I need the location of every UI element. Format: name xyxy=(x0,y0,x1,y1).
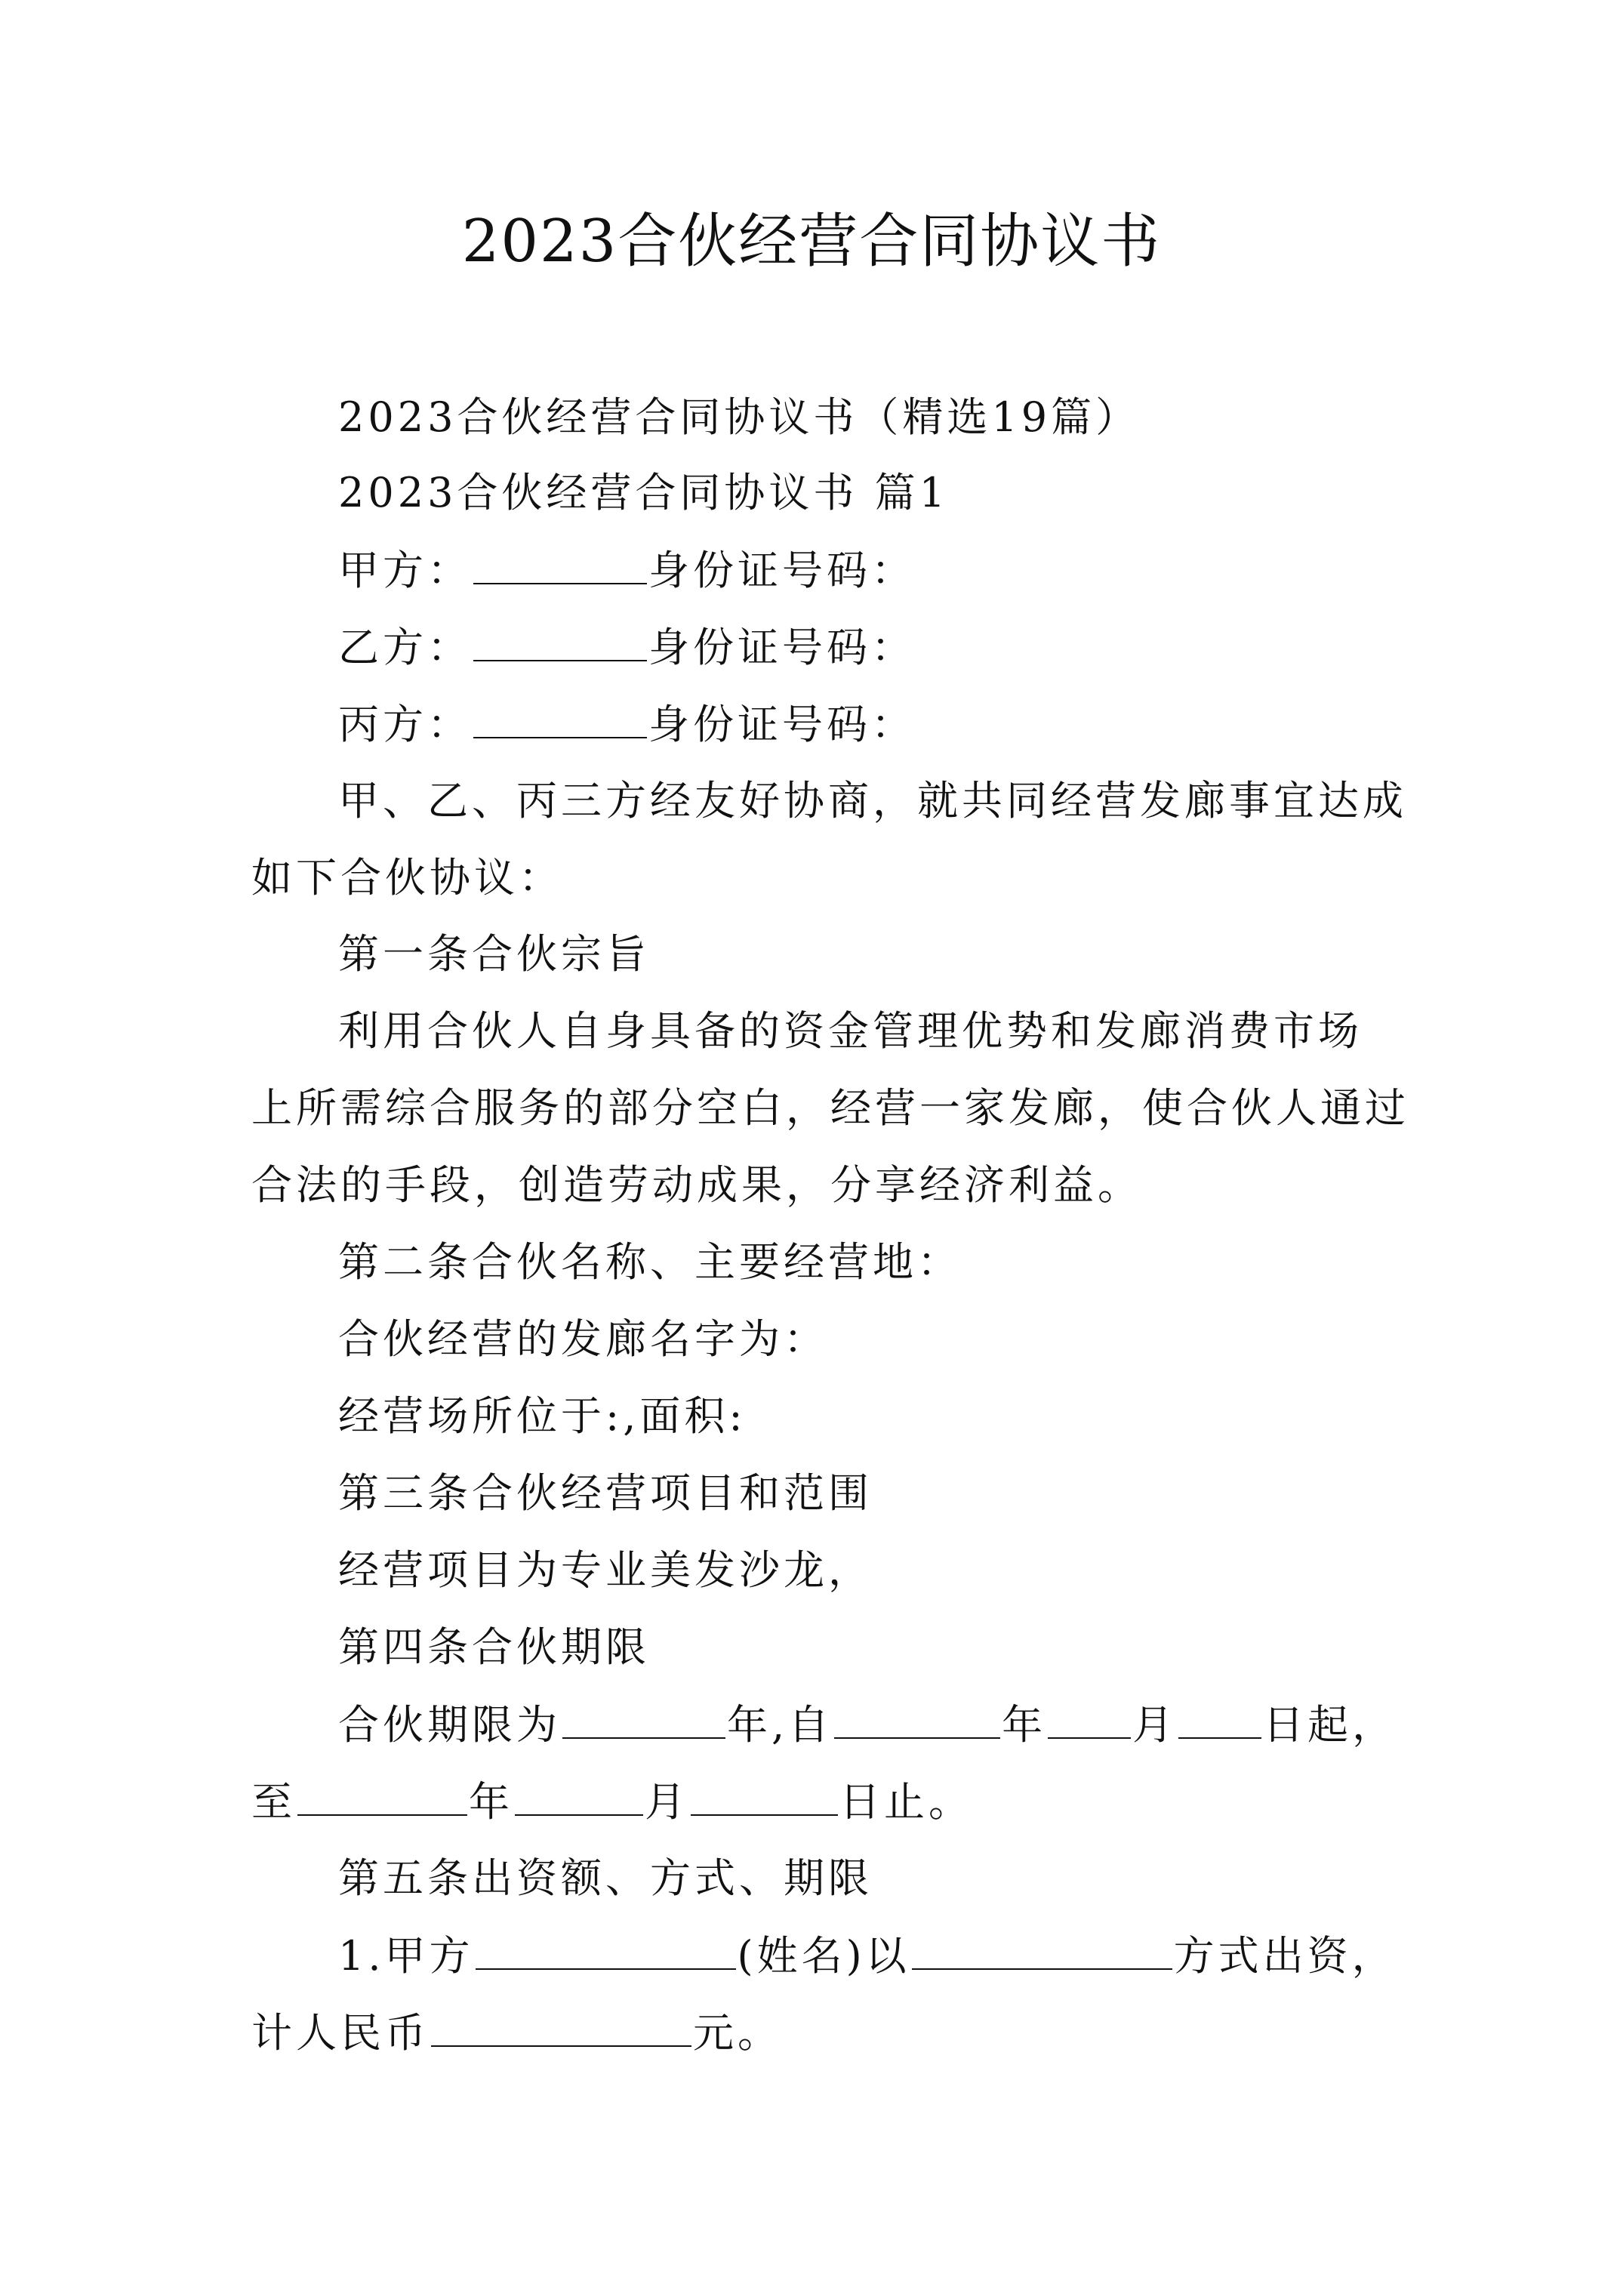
amount-blank xyxy=(431,2006,691,2047)
contribution-method-blank xyxy=(912,1929,1172,1970)
article-5-title: 第五条出资额、方式、期限 xyxy=(338,1854,873,1902)
document-title: 2023合伙经营合同协议书 xyxy=(461,208,1162,276)
party-b-blank xyxy=(473,621,647,661)
day-end-label: 日止。 xyxy=(839,1778,973,1826)
year-label: 年 xyxy=(1002,1701,1047,1749)
article-2-location: 经营场所位于:,面积: xyxy=(338,1392,747,1440)
start-month-blank xyxy=(1048,1698,1131,1739)
party-b-label: 乙方： xyxy=(338,624,472,671)
amount-prefix: 计人民币 xyxy=(251,2009,430,2057)
month-label: 月 xyxy=(645,1778,689,1826)
id-number-label: 身份证号码： xyxy=(648,701,916,748)
party-b-line xyxy=(338,621,916,674)
contribution-name-label: (姓名)以 xyxy=(737,1932,910,1980)
party-c-label: 丙方： xyxy=(338,701,472,748)
section-heading: 2023合伙经营合同协议书 篇1 xyxy=(338,469,949,516)
id-number-label: 身份证号码： xyxy=(648,624,916,671)
term-to: 至 xyxy=(251,1778,296,1826)
term-years-blank xyxy=(562,1698,725,1739)
party-a-label: 甲方： xyxy=(338,547,472,594)
start-day-blank xyxy=(1178,1698,1261,1739)
party-c-blank xyxy=(473,698,647,738)
amount-suffix: 元。 xyxy=(693,2009,782,2057)
article-2-title: 第二条合伙名称、主要经营地： xyxy=(338,1238,962,1286)
term-line-2 xyxy=(251,1775,973,1829)
month-label: 月 xyxy=(1132,1701,1178,1749)
article-3-scope: 经营项目为专业美发沙龙， xyxy=(338,1546,873,1594)
contribution-line-2 xyxy=(251,2006,782,2060)
end-year-blank xyxy=(297,1775,467,1816)
article-3-title: 第三条合伙经营项目和范围 xyxy=(338,1469,873,1517)
contribution-prefix: 1.甲方 xyxy=(338,1932,474,1980)
term-year-from: 年,自 xyxy=(727,1701,833,1749)
intro-line-1: 甲、乙、丙三方经友好协商，就共同经营发廊事宜达成 xyxy=(338,777,1407,824)
article-1-line-2: 上所需综合服务的部分空白，经营一家发廊，使合伙人通过 xyxy=(251,1084,1409,1132)
term-line-1 xyxy=(338,1698,1397,1752)
party-c-line xyxy=(338,698,916,751)
article-2-name: 合伙经营的发廊名字为： xyxy=(338,1315,828,1363)
party-a-blank xyxy=(473,544,647,584)
contribution-line-1 xyxy=(338,1929,1397,1983)
article-1-line-1: 利用合伙人自身具备的资金管理优势和发廊消费市场 xyxy=(338,1007,1363,1055)
end-month-blank xyxy=(515,1775,643,1816)
day-start-label: 日起， xyxy=(1263,1701,1397,1749)
subtitle: 2023合伙经营合同协议书（精选19篇） xyxy=(338,393,1141,441)
contribution-method-label: 方式出资， xyxy=(1173,1932,1397,1980)
article-1-title: 第一条合伙宗旨 xyxy=(338,930,650,978)
term-prefix: 合伙期限为 xyxy=(338,1701,561,1749)
party-a-name-blank xyxy=(476,1929,736,1970)
id-number-label: 身份证号码： xyxy=(648,547,916,594)
year-label: 年 xyxy=(469,1778,513,1826)
end-day-blank xyxy=(691,1775,838,1816)
start-year-blank xyxy=(834,1698,1000,1739)
article-4-title: 第四条合伙期限 xyxy=(338,1623,650,1671)
article-1-line-3: 合法的手段，创造劳动成果，分享经济利益。 xyxy=(251,1161,1142,1209)
intro-line-2: 如下合伙协议： xyxy=(251,854,563,901)
party-a-line xyxy=(338,544,916,597)
